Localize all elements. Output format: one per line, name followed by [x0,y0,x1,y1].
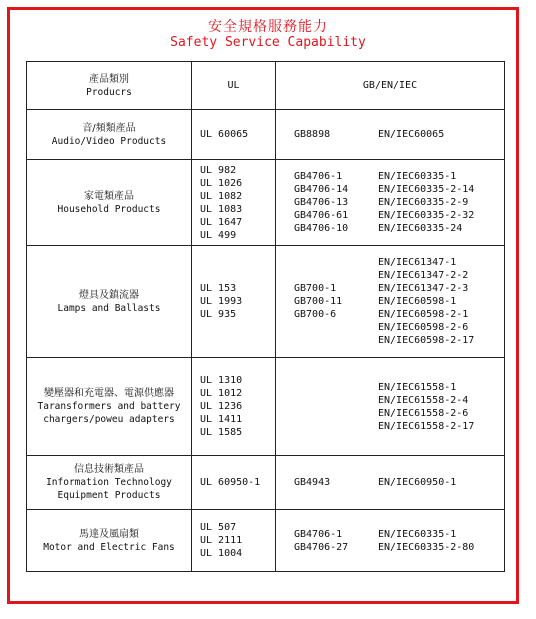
standards-wrap [280,256,500,347]
product-category-cell [27,510,192,572]
ul-standards-cell [192,110,276,160]
table-row [27,358,505,456]
iec-standard: EN/IEC60335-24 [378,223,463,234]
ul-standard: UL 153 [200,283,237,294]
gb-standard: GB4706-61 [294,210,349,221]
category-name-cn: 變壓器和充電器、電源供應器 [44,388,174,399]
capability-table [26,61,505,572]
gb-standard: GB700-1 [294,283,337,294]
standards-wrap [280,170,500,235]
iec-column [378,476,456,489]
gb-standard: GB4706-13 [294,197,349,208]
table-row [27,510,505,572]
iec-standard: EN/IEC60335-2-14 [378,184,475,195]
ul-standard: UL 1004 [200,548,243,559]
iec-standard: EN/IEC60950-1 [378,477,457,488]
category-name-en: Audio/Video Products [51,135,167,147]
category-name-en: Household Products [57,203,161,215]
table-row [27,110,505,160]
gb-iec-standards-cell [276,246,505,358]
gb-standard: GB700-11 [294,296,343,307]
iec-standard: EN/IEC61558-1 [378,381,457,393]
standards-wrap [280,381,500,433]
ul-standard: UL 1993 [200,296,243,307]
iec-standard: EN/IEC61558-2-17 [378,420,475,432]
iec-standard: EN/IEC61347-2-3 [378,283,469,294]
iec-standard: EN/IEC60065 [378,129,445,140]
title-english: Safety Service Capability [170,35,366,50]
category-name-en: Information Technology Equipment Products [46,477,172,501]
iec-column [378,256,474,347]
category-name-en: Motor and Electric Fans [43,541,175,553]
iec-standard: EN/IEC60335-1 [378,171,457,182]
iec-standard: EN/IEC61347-2-2 [378,270,469,281]
iec-standard: EN/IEC60598-2-17 [378,335,475,346]
product-category-cell [27,358,192,456]
ul-standard: UL 1647 [200,216,243,228]
ul-standard: UL 982 [200,164,237,176]
category-name-en: Lamps and Ballasts [57,302,161,314]
ul-standard: UL 1082 [200,190,243,202]
product-category-cell [27,160,192,246]
iec-standard: EN/IEC60335-2-32 [378,210,475,221]
gb-iec-standards-cell [276,358,505,456]
category-name-cn: 馬達及風扇類 [79,528,139,540]
gb-column [280,476,378,489]
ul-standard: UL 1411 [200,414,243,425]
table-row [27,160,505,246]
gb-standard: GB4943 [294,477,331,488]
header-gb: GB/EN/IEC [276,62,505,110]
ul-standard: UL 1310 [200,375,243,386]
iec-standard: EN/IEC60598-2-6 [378,322,469,333]
header-product-cell [27,62,192,110]
category-name-cn: 家電類產品 [84,190,134,202]
ul-standard: UL 507 [200,522,237,533]
iec-standard: EN/IEC61558-2-6 [378,407,469,419]
iec-column [378,381,474,433]
iec-standard: EN/IEC60598-2-1 [378,309,469,320]
standards-wrap [280,476,500,489]
header-product-cn: 產品類別 [89,73,129,85]
title-chinese: 安全規格服務能力 [208,19,328,35]
gb-standard: GB8898 [294,129,331,140]
ul-standard: UL 1083 [200,203,243,215]
iec-standard: EN/IEC60335-1 [378,528,457,540]
ul-standards-cell [192,358,276,456]
gb-iec-standards-cell [276,160,505,246]
iec-standard: EN/IEC60335-2-9 [378,197,469,208]
gb-standard: GB700-6 [294,309,337,320]
iec-standard: EN/IEC60335-2-80 [378,541,475,553]
ul-standard: UL 1585 [200,427,243,438]
iec-column [378,528,474,554]
category-name-cn: 音/頻類產品 [82,122,136,134]
ul-standard: UL 1236 [200,401,243,412]
ul-standards-cell [192,456,276,510]
product-category-cell [27,456,192,510]
gb-iec-standards-cell [276,510,505,572]
table-row [27,246,505,358]
gb-column [280,170,378,235]
category-name-cn: 信息技術類產品 [74,464,144,475]
gb-column [280,128,378,141]
gb-standard: GB4706-14 [294,184,349,195]
category-name-en: Taransformers and battery chargers/poweu adapters [37,401,181,425]
header-product-en: Producrs [86,86,132,98]
standards-wrap [280,528,500,554]
ul-standard: UL 60950-1 [200,477,261,488]
iec-standard: EN/IEC61558-2-4 [378,394,469,406]
header-ul: UL [192,62,276,110]
category-name-cn: 燈具及鎮流器 [79,289,139,301]
ul-standard: UL 1026 [200,177,243,189]
standards-wrap [280,128,500,141]
gb-standard: GB4706-1 [294,171,343,182]
iec-standard: EN/IEC61347-1 [378,257,457,268]
product-category-cell [27,246,192,358]
ul-standard: UL 1012 [200,388,243,399]
gb-standard: GB4706-1 [294,528,343,540]
ul-standard: UL 2111 [200,535,243,546]
product-category-cell [27,110,192,160]
ul-standards-cell [192,160,276,246]
iec-column [378,128,444,141]
ul-standard: UL 935 [200,309,237,320]
header-row [27,62,505,110]
ul-standard: UL 499 [200,229,237,241]
iec-column [378,170,474,235]
ul-standards-cell [192,510,276,572]
ul-standard: UL 60065 [200,129,249,140]
gb-iec-standards-cell [276,456,505,510]
ul-standards-cell [192,246,276,358]
gb-iec-standards-cell [276,110,505,160]
table-row [27,456,505,510]
gb-column [280,528,378,554]
gb-standard: GB4706-27 [294,541,349,553]
gb-standard: GB4706-10 [294,223,349,234]
gb-column [280,282,378,321]
iec-standard: EN/IEC60598-1 [378,296,457,307]
